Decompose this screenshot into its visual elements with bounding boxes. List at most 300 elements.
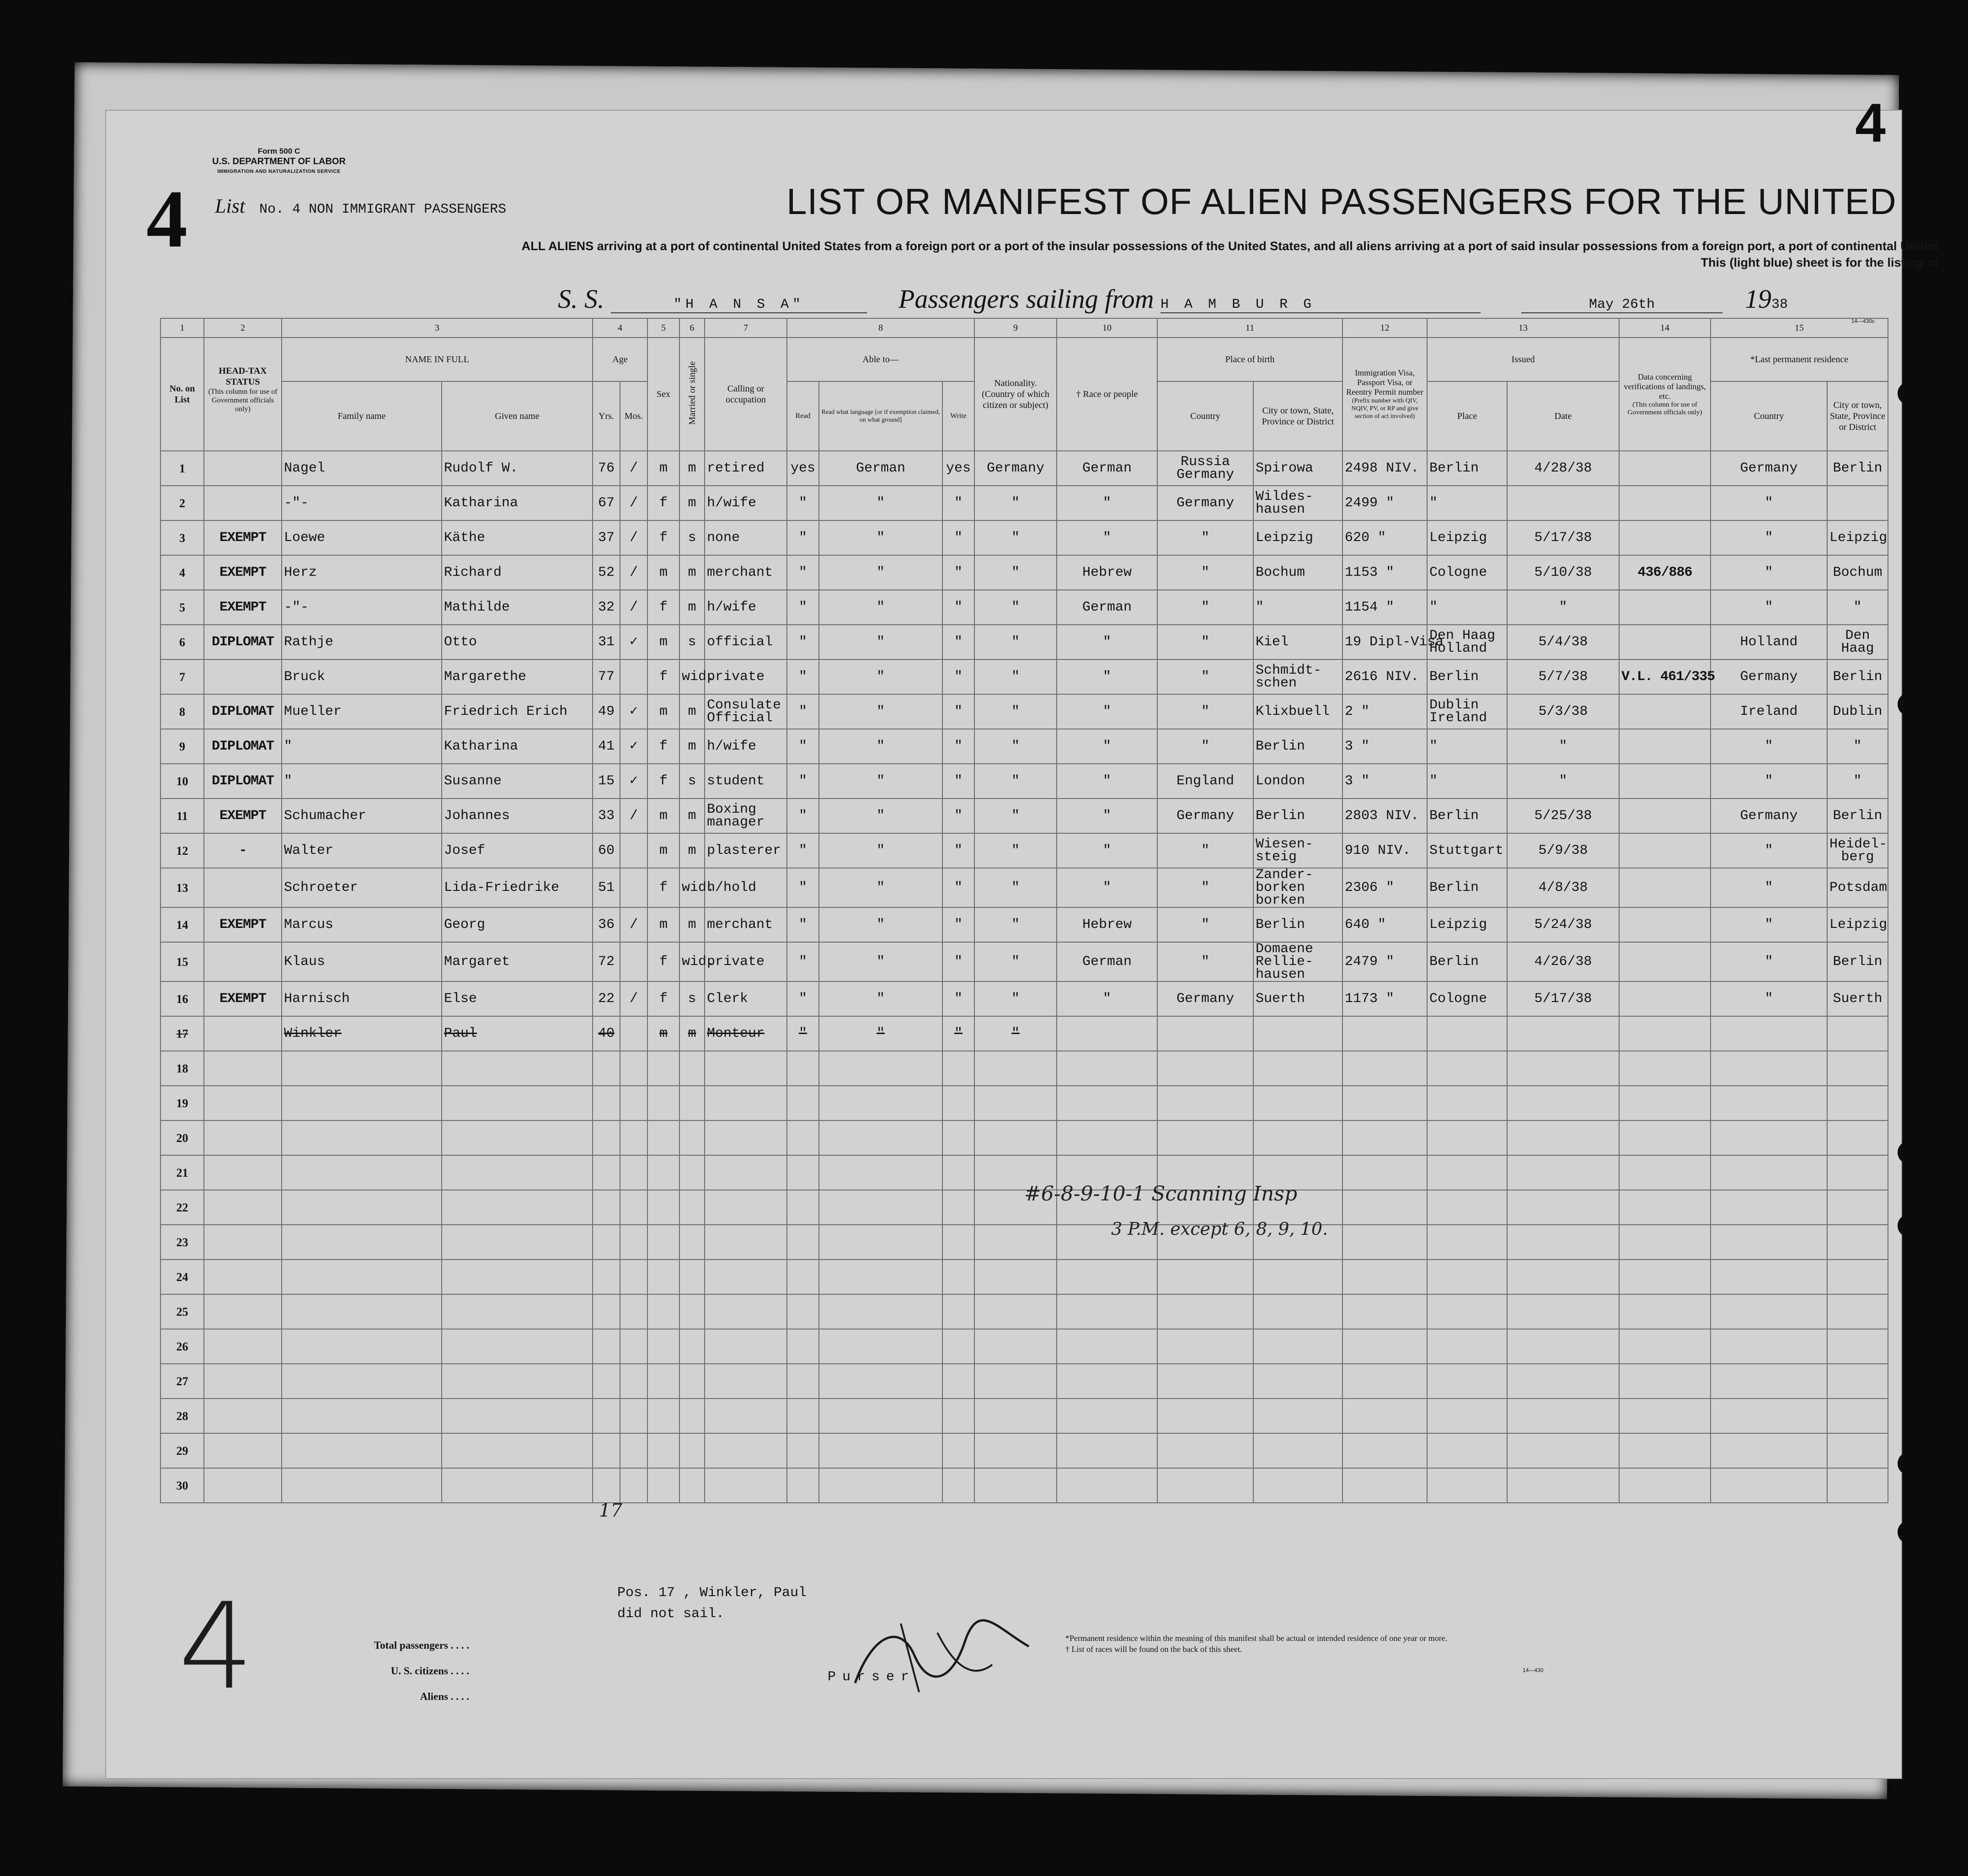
age-months: / xyxy=(620,486,647,520)
family-name: Schroeter xyxy=(282,868,442,907)
issued-date: " xyxy=(1507,590,1619,625)
sex: f xyxy=(647,942,679,981)
row-number: 1 xyxy=(160,451,204,486)
form-identifier xyxy=(210,146,348,177)
issued-place: " xyxy=(1427,729,1507,764)
birth-city: " xyxy=(1253,590,1342,625)
empty-cell xyxy=(282,1399,442,1433)
residence-country: " xyxy=(1711,486,1827,520)
table-row xyxy=(160,729,1888,764)
given-name: Käthe xyxy=(442,520,593,555)
row-number: 14 xyxy=(160,907,204,942)
empty-cell xyxy=(1619,1051,1711,1086)
residence-city xyxy=(1827,1016,1888,1051)
empty-cell xyxy=(282,1433,442,1468)
aliens-label: Aliens xyxy=(420,1691,448,1702)
empty-cell xyxy=(204,1329,282,1364)
sex: f xyxy=(647,729,679,764)
passenger-rows xyxy=(160,451,1888,1503)
verification xyxy=(1619,907,1711,942)
empty-cell xyxy=(787,1364,819,1399)
birth-city: Bochum xyxy=(1253,555,1342,590)
verification xyxy=(1619,520,1711,555)
empty-cell xyxy=(647,1329,679,1364)
empty-cell xyxy=(620,1433,647,1468)
empty-cell xyxy=(204,1364,282,1399)
age-years: 33 xyxy=(593,799,620,833)
read-language: " xyxy=(819,764,942,799)
age-years: 36 xyxy=(593,907,620,942)
empty-cell xyxy=(819,1260,942,1294)
empty-cell xyxy=(442,1225,593,1260)
empty-cell xyxy=(1253,1433,1342,1468)
age-months: ✓ xyxy=(620,694,647,729)
family-name: -"- xyxy=(282,590,442,625)
family-name: Loewe xyxy=(282,520,442,555)
nationality: " xyxy=(974,520,1057,555)
empty-cell xyxy=(705,1294,787,1329)
residence-country: " xyxy=(1711,833,1827,868)
given-name: Else xyxy=(442,981,593,1016)
sex: f xyxy=(647,659,679,694)
issued-place: Den Haag Holland xyxy=(1427,625,1507,659)
empty-cell xyxy=(1342,1086,1427,1120)
row-number: 8 xyxy=(160,694,204,729)
marital-status: s xyxy=(679,764,705,799)
can-write: " xyxy=(942,868,974,907)
visa-number: 2479 " xyxy=(1342,942,1427,981)
instructions xyxy=(457,238,1939,271)
can-read: " xyxy=(787,555,819,590)
empty-cell xyxy=(1711,1225,1827,1260)
family-name: Herz xyxy=(282,555,442,590)
race: Hebrew xyxy=(1057,555,1157,590)
empty-cell xyxy=(942,1120,974,1155)
footnote-races: † List of races will be found on the back of this sheet. xyxy=(1065,1645,1242,1654)
visa-number: 2616 NIV. xyxy=(1342,659,1427,694)
empty-cell xyxy=(1057,1051,1157,1086)
nationality: " xyxy=(974,555,1057,590)
residence-country: Holland xyxy=(1711,625,1827,659)
header-calling: Calling or occupation xyxy=(705,338,787,451)
can-write: " xyxy=(942,1016,974,1051)
empty-cell xyxy=(593,1225,620,1260)
empty-cell xyxy=(679,1364,705,1399)
empty-cell xyxy=(593,1329,620,1364)
footnote-residence: *Permanent residence within the meaning of this manifest shall be actual or intended residence of one year or more. xyxy=(1065,1634,1448,1643)
age-years: 76 xyxy=(593,451,620,486)
residence-city: Potsdam xyxy=(1827,868,1888,907)
empty-cell xyxy=(442,1433,593,1468)
table-row xyxy=(160,555,1888,590)
read-language: " xyxy=(819,590,942,625)
row29-annotation: 17 xyxy=(599,1500,622,1521)
empty-cell xyxy=(942,1155,974,1190)
race: " xyxy=(1057,981,1157,1016)
empty-cell xyxy=(1342,1468,1427,1503)
read-language: " xyxy=(819,729,942,764)
empty-cell xyxy=(620,1260,647,1294)
residence-city: Suerth xyxy=(1827,981,1888,1016)
empty-cell xyxy=(1619,1086,1711,1120)
calling: Consulate Official xyxy=(705,694,787,729)
row-number: 26 xyxy=(160,1329,204,1364)
empty-cell xyxy=(679,1086,705,1120)
head-tax-status xyxy=(204,1016,282,1051)
visa-number: 2499 " xyxy=(1342,486,1427,520)
race: " xyxy=(1057,799,1157,833)
marital-status: m xyxy=(679,451,705,486)
empty-cell xyxy=(204,1120,282,1155)
verification xyxy=(1619,868,1711,907)
age-years: 77 xyxy=(593,659,620,694)
visa-number: 2 " xyxy=(1342,694,1427,729)
race: " xyxy=(1057,486,1157,520)
ship-prefix: S. S. xyxy=(558,284,604,314)
table-row xyxy=(160,1016,1888,1051)
calling: merchant xyxy=(705,555,787,590)
empty-cell xyxy=(819,1225,942,1260)
head-tax-status: EXEMPT xyxy=(204,590,282,625)
row-number: 6 xyxy=(160,625,204,659)
binder-hole xyxy=(1898,382,1920,405)
head-tax-status xyxy=(204,942,282,981)
header-res-city: City or town, State, Province or District xyxy=(1827,381,1888,451)
row-number: 4 xyxy=(160,555,204,590)
empty-cell xyxy=(1507,1468,1619,1503)
residence-city: Berlin xyxy=(1827,799,1888,833)
empty-cell xyxy=(204,1086,282,1120)
read-language: " xyxy=(819,555,942,590)
sex: f xyxy=(647,764,679,799)
empty-cell xyxy=(593,1120,620,1155)
row-number: 11 xyxy=(160,799,204,833)
visa-number: 19 Dipl-Visa xyxy=(1342,625,1427,659)
sex: m xyxy=(647,694,679,729)
header-race: † Race or people xyxy=(1057,338,1157,451)
empty-cell xyxy=(787,1468,819,1503)
verification: 436/886 xyxy=(1619,555,1711,590)
issued-place: Berlin xyxy=(1427,659,1507,694)
residence-city: Bochum xyxy=(1827,555,1888,590)
table-row-empty xyxy=(160,1260,1888,1294)
row-number: 27 xyxy=(160,1364,204,1399)
verification xyxy=(1619,729,1711,764)
row-number: 25 xyxy=(160,1294,204,1329)
empty-cell xyxy=(1827,1190,1888,1225)
form-number: Form 500 C xyxy=(257,147,300,155)
issued-date: 4/8/38 xyxy=(1507,868,1619,907)
race: German xyxy=(1057,942,1157,981)
can-read: " xyxy=(787,486,819,520)
verification xyxy=(1619,590,1711,625)
empty-cell xyxy=(282,1294,442,1329)
empty-cell xyxy=(705,1260,787,1294)
empty-cell xyxy=(1507,1051,1619,1086)
ship-name: "H A N S A" xyxy=(611,297,867,313)
empty-cell xyxy=(282,1155,442,1190)
verification xyxy=(1619,694,1711,729)
empty-cell xyxy=(1342,1364,1427,1399)
empty-cell xyxy=(1507,1155,1619,1190)
age-months: ✓ xyxy=(620,764,647,799)
empty-cell xyxy=(1157,1399,1253,1433)
age-months xyxy=(620,1016,647,1051)
header-married xyxy=(679,338,705,451)
given-name: Mathilde xyxy=(442,590,593,625)
marital-status: m xyxy=(679,694,705,729)
empty-cell xyxy=(1342,1120,1427,1155)
birth-country: Germany xyxy=(1157,486,1253,520)
visa-number: 620 " xyxy=(1342,520,1427,555)
colnum-15: 15 xyxy=(1711,318,1888,338)
read-language: " xyxy=(819,868,942,907)
marital-status: wid. xyxy=(679,659,705,694)
binder-hole xyxy=(1898,1521,1920,1544)
residence-country: " xyxy=(1711,590,1827,625)
can-read: " xyxy=(787,799,819,833)
empty-cell xyxy=(942,1086,974,1120)
empty-cell xyxy=(1619,1260,1711,1294)
issued-place: " xyxy=(1427,764,1507,799)
calling: Boxing manager xyxy=(705,799,787,833)
empty-cell xyxy=(442,1399,593,1433)
row-number: 5 xyxy=(160,590,204,625)
header-sex: Sex xyxy=(647,338,679,451)
table-row-empty xyxy=(160,1329,1888,1364)
empty-cell xyxy=(679,1120,705,1155)
given-name: Margarethe xyxy=(442,659,593,694)
empty-cell xyxy=(679,1225,705,1260)
empty-cell xyxy=(1507,1086,1619,1120)
empty-cell xyxy=(1342,1225,1427,1260)
form-code-bottom: 14—430 xyxy=(1523,1667,1544,1673)
can-read: " xyxy=(787,764,819,799)
issued-date: 5/24/38 xyxy=(1507,907,1619,942)
sheet-number: 4 xyxy=(146,173,187,264)
row-number: 30 xyxy=(160,1468,204,1503)
race: " xyxy=(1057,833,1157,868)
header-head-tax xyxy=(204,338,282,451)
family-name: Schumacher xyxy=(282,799,442,833)
empty-cell xyxy=(974,1086,1057,1120)
visa-number: 640 " xyxy=(1342,907,1427,942)
empty-cell xyxy=(620,1051,647,1086)
age-months: / xyxy=(620,555,647,590)
header-issued: Issued xyxy=(1427,338,1619,381)
empty-cell xyxy=(647,1399,679,1433)
empty-cell xyxy=(620,1364,647,1399)
empty-cell xyxy=(1619,1329,1711,1364)
empty-cell xyxy=(1427,1086,1507,1120)
sex: m xyxy=(647,833,679,868)
given-name: Georg xyxy=(442,907,593,942)
birth-city: Berlin xyxy=(1253,907,1342,942)
empty-cell xyxy=(282,1051,442,1086)
empty-cell xyxy=(819,1155,942,1190)
empty-cell xyxy=(282,1364,442,1399)
issued-date: " xyxy=(1507,764,1619,799)
empty-cell xyxy=(1507,1190,1619,1225)
empty-cell xyxy=(787,1051,819,1086)
issued-date: 5/17/38 xyxy=(1507,981,1619,1016)
empty-cell xyxy=(1711,1329,1827,1364)
table-row-empty xyxy=(160,1294,1888,1329)
nationality: " xyxy=(974,981,1057,1016)
can-write: " xyxy=(942,907,974,942)
empty-cell xyxy=(1711,1260,1827,1294)
can-read: " xyxy=(787,729,819,764)
given-name: Otto xyxy=(442,625,593,659)
race: German xyxy=(1057,451,1157,486)
age-years: 40 xyxy=(593,1016,620,1051)
nationality: " xyxy=(974,590,1057,625)
empty-cell xyxy=(942,1433,974,1468)
can-write: " xyxy=(942,520,974,555)
total-passengers-row: Total passengers . . . . xyxy=(329,1633,469,1658)
residence-country: " xyxy=(1711,764,1827,799)
calling: private xyxy=(705,659,787,694)
empty-cell xyxy=(1427,1260,1507,1294)
did-not-sail-note xyxy=(617,1582,807,1624)
empty-cell xyxy=(593,1294,620,1329)
empty-cell xyxy=(705,1051,787,1086)
residence-city: Den Haag xyxy=(1827,625,1888,659)
colnum-12: 12 xyxy=(1342,318,1427,338)
empty-cell xyxy=(705,1190,787,1225)
issued-date: 5/10/38 xyxy=(1507,555,1619,590)
empty-cell xyxy=(204,1225,282,1260)
empty-cell xyxy=(593,1468,620,1503)
empty-cell xyxy=(705,1433,787,1468)
marital-status: m xyxy=(679,799,705,833)
row-number: 3 xyxy=(160,520,204,555)
empty-cell xyxy=(1253,1364,1342,1399)
family-name: Marcus xyxy=(282,907,442,942)
visa-number: 1173 " xyxy=(1342,981,1427,1016)
empty-cell xyxy=(282,1120,442,1155)
birth-city: Leipzig xyxy=(1253,520,1342,555)
table-row xyxy=(160,833,1888,868)
purser-label: Purser xyxy=(828,1669,916,1685)
empty-cell xyxy=(1342,1190,1427,1225)
age-months: / xyxy=(620,520,647,555)
table-row-empty xyxy=(160,1086,1888,1120)
residence-city: Berlin xyxy=(1827,942,1888,981)
nationality: " xyxy=(974,625,1057,659)
issued-date: 5/25/38 xyxy=(1507,799,1619,833)
race: " xyxy=(1057,729,1157,764)
family-name: Winkler xyxy=(282,1016,442,1051)
us-citizens-label: U. S. citizens xyxy=(390,1665,448,1677)
empty-cell xyxy=(204,1260,282,1294)
marital-status: m xyxy=(679,907,705,942)
empty-cell xyxy=(1711,1399,1827,1433)
read-language: " xyxy=(819,625,942,659)
empty-cell xyxy=(1427,1225,1507,1260)
issued-place: Leipzig xyxy=(1427,907,1507,942)
can-read: " xyxy=(787,520,819,555)
issued-place: Berlin xyxy=(1427,942,1507,981)
colnum-9: 9 xyxy=(974,318,1057,338)
header-row-1 xyxy=(160,338,1888,381)
calling: h/wife xyxy=(705,729,787,764)
empty-cell xyxy=(620,1190,647,1225)
header-age: Age xyxy=(593,338,647,381)
issued-date: 4/26/38 xyxy=(1507,942,1619,981)
header-able-to: Able to— xyxy=(787,338,974,381)
header-verifications xyxy=(1619,338,1711,451)
age-months xyxy=(620,868,647,907)
header-birth-country: Country xyxy=(1157,381,1253,451)
marital-status: wid. xyxy=(679,942,705,981)
empty-cell xyxy=(1253,1120,1342,1155)
empty-cell xyxy=(679,1260,705,1294)
empty-cell xyxy=(819,1120,942,1155)
empty-cell xyxy=(679,1051,705,1086)
binder-hole xyxy=(1898,1214,1920,1237)
issued-date xyxy=(1507,1016,1619,1051)
empty-cell xyxy=(1827,1086,1888,1120)
calling: merchant xyxy=(705,907,787,942)
table-row-empty xyxy=(160,1120,1888,1155)
header-given-name: Given name xyxy=(442,381,593,451)
residence-city: " xyxy=(1827,590,1888,625)
birth-city: Kiel xyxy=(1253,625,1342,659)
can-write: " xyxy=(942,764,974,799)
race: " xyxy=(1057,625,1157,659)
empty-cell xyxy=(593,1190,620,1225)
table-row xyxy=(160,907,1888,942)
empty-cell xyxy=(1827,1051,1888,1086)
empty-cell xyxy=(282,1329,442,1364)
nationality: " xyxy=(974,942,1057,981)
given-name: Friedrich Erich xyxy=(442,694,593,729)
empty-cell xyxy=(1157,1468,1253,1503)
can-write: " xyxy=(942,625,974,659)
family-name: " xyxy=(282,764,442,799)
age-months xyxy=(620,942,647,981)
empty-cell xyxy=(1427,1120,1507,1155)
birth-country: " xyxy=(1157,907,1253,942)
birth-city: Berlin xyxy=(1253,729,1342,764)
residence-country: " xyxy=(1711,729,1827,764)
sex: m xyxy=(647,799,679,833)
colnum-7: 7 xyxy=(705,318,787,338)
empty-cell xyxy=(204,1399,282,1433)
empty-cell xyxy=(1427,1329,1507,1364)
row-number: 15 xyxy=(160,942,204,981)
empty-cell xyxy=(1827,1294,1888,1329)
empty-cell xyxy=(705,1120,787,1155)
read-language: " xyxy=(819,486,942,520)
family-name: Klaus xyxy=(282,942,442,981)
empty-cell xyxy=(1619,1468,1711,1503)
empty-cell xyxy=(442,1051,593,1086)
header-issued-place: Place xyxy=(1427,381,1507,451)
empty-cell xyxy=(442,1329,593,1364)
table-row-empty xyxy=(160,1433,1888,1468)
birth-country: England xyxy=(1157,764,1253,799)
empty-cell xyxy=(1157,1433,1253,1468)
empty-cell xyxy=(1427,1468,1507,1503)
read-language: " xyxy=(819,981,942,1016)
header-no-on-list: No. on List xyxy=(160,338,204,451)
sex: f xyxy=(647,590,679,625)
empty-cell xyxy=(974,1294,1057,1329)
birth-city: Spirowa xyxy=(1253,451,1342,486)
age-months: / xyxy=(620,799,647,833)
